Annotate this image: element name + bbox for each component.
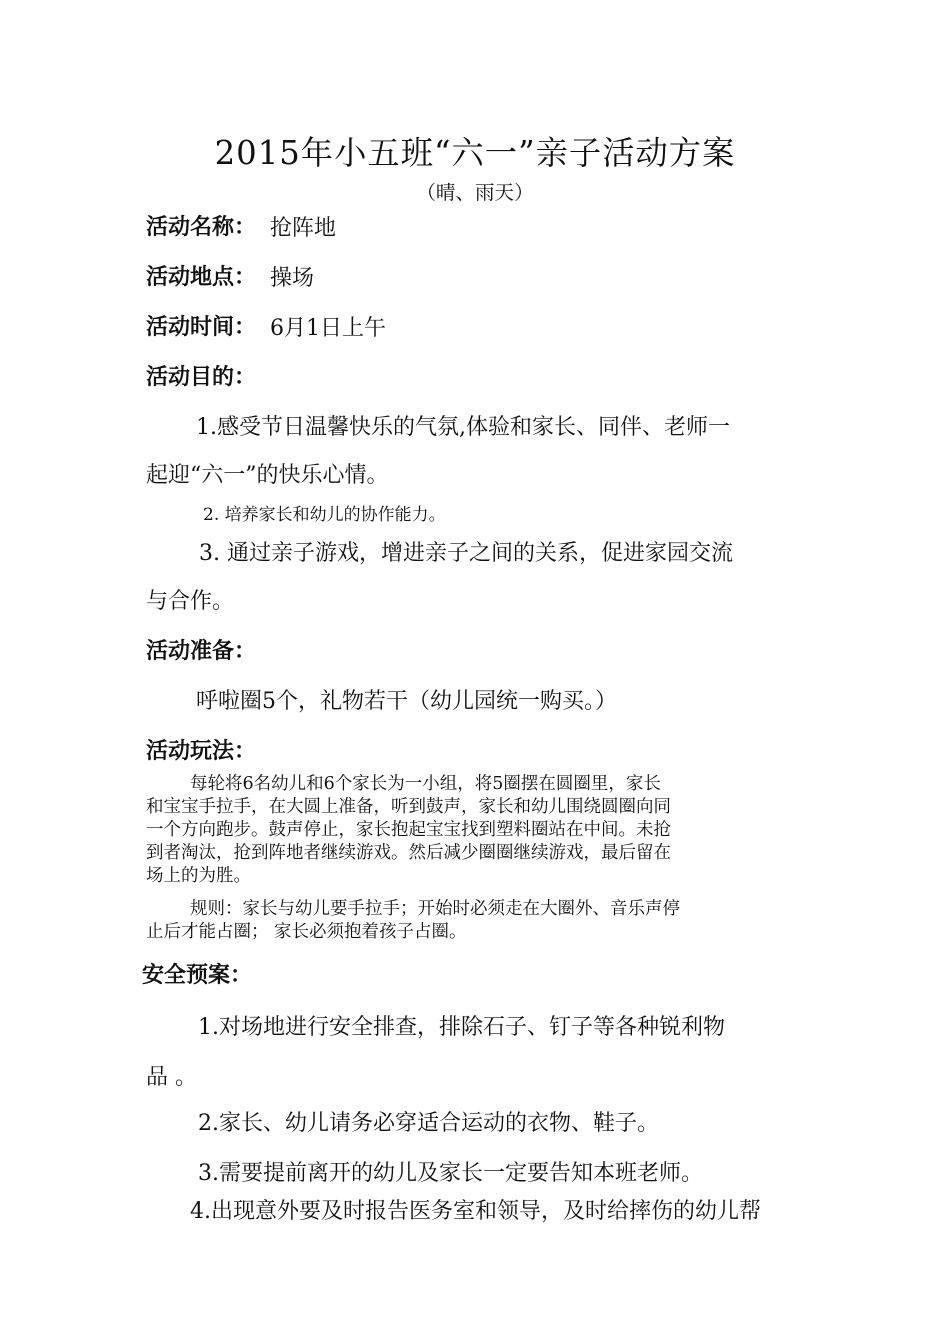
name-label: 活动名称： bbox=[146, 215, 257, 240]
safety-item-4: 4.出现意外要及时报告医务室和领导，及时给摔伤的幼儿帮 bbox=[190, 1199, 761, 1224]
place-label: 活动地点： bbox=[146, 265, 257, 290]
gameplay-line: 场上的为胜。 bbox=[146, 866, 251, 886]
time-value: 6月1日上午 bbox=[270, 316, 386, 341]
goal-item-1-line-2: 起迎“六一”的快乐心情。 bbox=[146, 463, 389, 488]
goal-item-3-line-1: 3. 通过亲子游戏，增进亲子之间的关系，促进家园交流 bbox=[199, 541, 733, 566]
name-value: 抢阵地 bbox=[270, 216, 337, 241]
safety-item-1-line-2: 品 。 bbox=[146, 1065, 197, 1090]
safety-item-2: 2.家长、幼儿请务必穿适合运动的衣物、鞋子。 bbox=[198, 1111, 659, 1136]
goal-item-1-line-1: 1.感受节日温馨快乐的气氛,体验和家长、同伴、老师一 bbox=[196, 415, 730, 440]
preparation-heading: 活动准备： bbox=[146, 639, 257, 664]
gameplay-heading: 活动玩法： bbox=[146, 739, 257, 764]
gameplay-line: 到者淘汰，抢到阵地者继续游戏。然后减少圈圈继续游戏，最后留在 bbox=[146, 843, 671, 863]
gameplay-line: 和宝宝手拉手，在大圆上准备，听到鼓声，家长和幼儿围绕圆圈向同 bbox=[146, 797, 671, 817]
document-subtitle: （晴、雨天） bbox=[416, 181, 534, 204]
time-label: 活动时间： bbox=[146, 315, 257, 340]
safety-heading: 安全预案： bbox=[142, 963, 253, 988]
safety-item-1-line-1: 1.对场地进行安全排查，排除石子、钉子等各种锐利物 bbox=[198, 1015, 725, 1040]
goal-item-2: 2. 培养家长和幼儿的协作能力。 bbox=[203, 505, 446, 525]
goals-heading: 活动目的： bbox=[146, 365, 257, 390]
gameplay-rules-line: 止后才能占圈； 家长必须抱着孩子占圈。 bbox=[146, 922, 467, 942]
goal-item-3-line-2: 与合作。 bbox=[146, 589, 235, 614]
document-title: 2015年小五班“六一”亲子活动方案 bbox=[214, 134, 736, 172]
gameplay-line: 每轮将6名幼儿和6个家长为一小组，将5圈摆在圆圈里，家长 bbox=[190, 774, 661, 794]
place-value: 操场 bbox=[270, 266, 315, 291]
preparation-text: 呼啦圈5个，礼物若干（幼儿园统一购买。） bbox=[196, 689, 617, 714]
gameplay-rules-line: 规则：家长与幼儿要手拉手；开始时必须走在大圈外、音乐声停 bbox=[190, 899, 680, 919]
safety-item-3: 3.需要提前离开的幼儿及家长一定要告知本班老师。 bbox=[198, 1161, 703, 1186]
gameplay-line: 一个方向跑步。鼓声停止，家长抱起宝宝找到塑料圈站在中间。未抢 bbox=[146, 820, 671, 840]
